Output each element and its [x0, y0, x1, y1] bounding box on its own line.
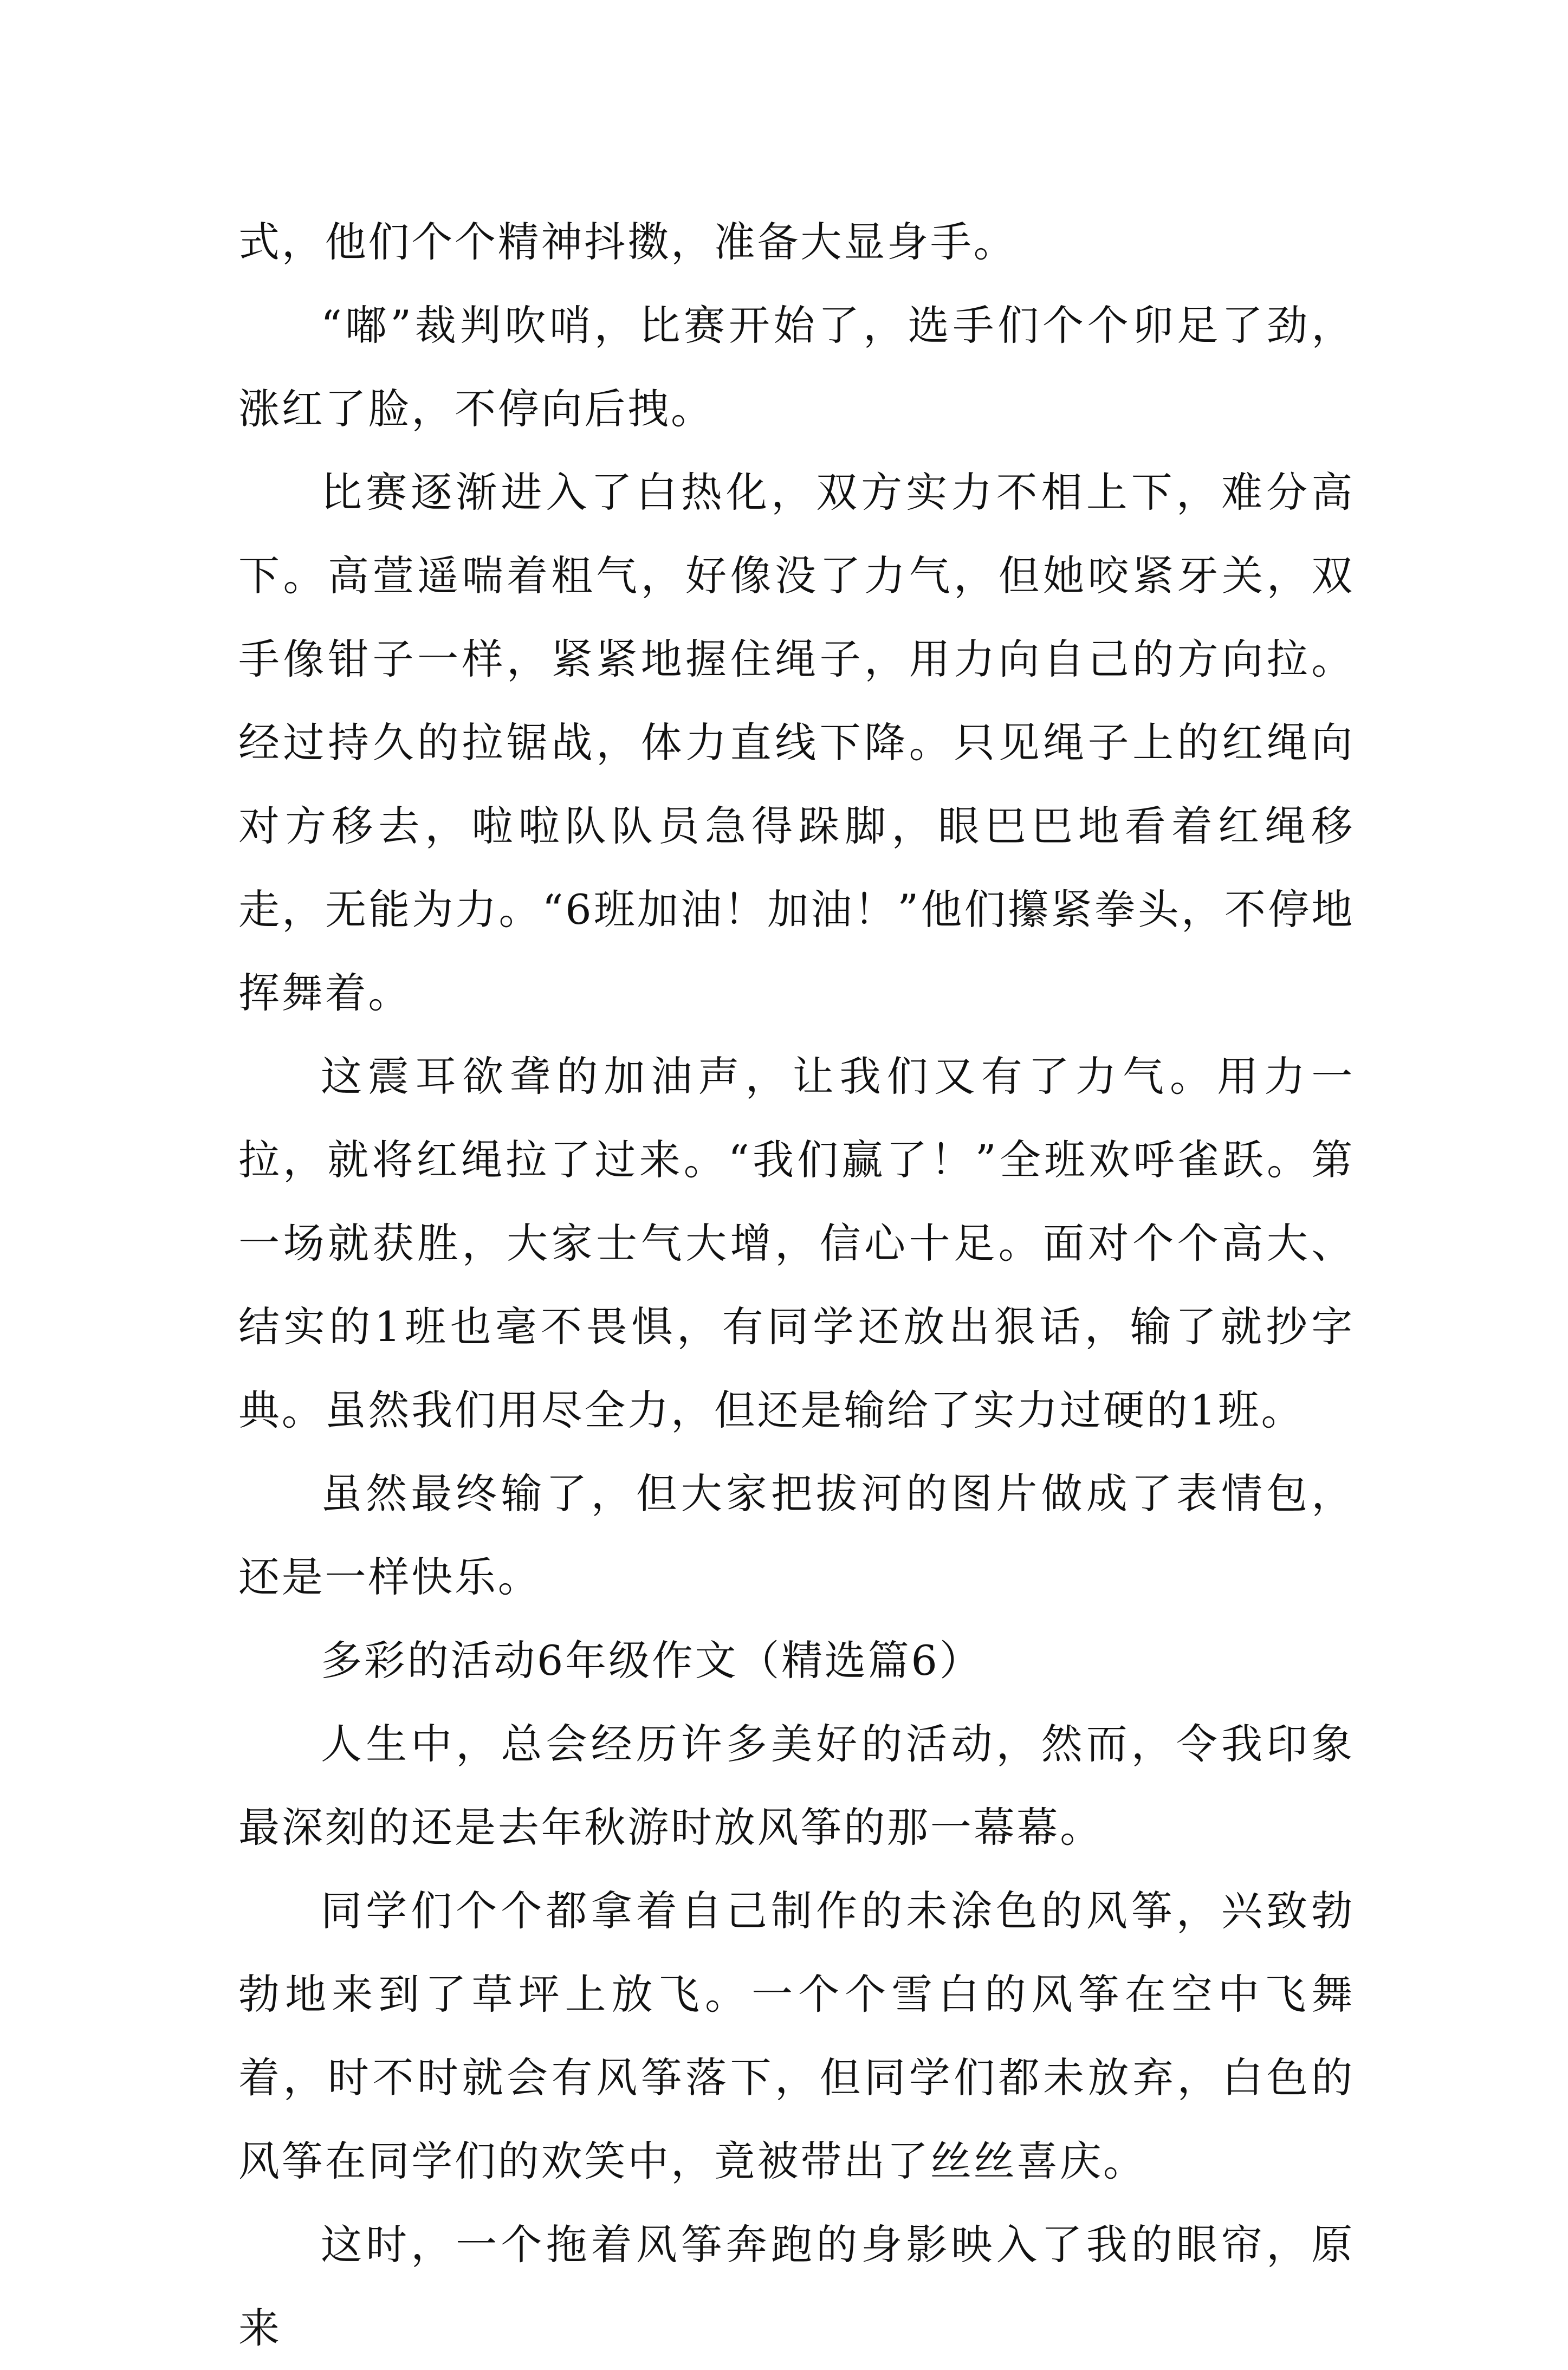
paragraph-2: “嘟”裁判吹哨，比赛开始了，选手们个个卯足了劲，涨红了脸，不停向后拽。 — [238, 301, 1355, 433]
paragraph-6: 人生中，总会经历许多美好的活动，然而，令我印象最深刻的还是去年秋游时放风筝的那一幕幕。 — [238, 1720, 1355, 1851]
paragraph-8: 这时，一个拖着风筝奔跑的身影映入了我的眼帘，原来 — [238, 2220, 1355, 2352]
paragraph-4: 这震耳欲聋的加油声，让我们又有了力气。用力一拉，就将红绳拉了过来。“我们赢了！”全班欢呼雀跃。第一场就获胜，大家士气大增，信心十足。面对个个高大、结实的1班也毫不畏惧，有同学还放出狠话，输了就抄字典。虽然我们用尽全力，但还是输给了实力过硬的1班。 — [238, 1052, 1355, 1434]
paragraph-1: 式，他们个个精神抖擞，准备大显身手。 — [238, 218, 1017, 266]
article-body — [238, 200, 1355, 2370]
paragraph-3: 比赛逐渐进入了白热化，双方实力不相上下，难分高下。高萱遥喘着粗气，好像没了力气，但她咬紧牙关，双手像钳子一样，紧紧地握住绳子，用力向自己的方向拉。经过持久的拉锯战，体力直线下降。只见绳子上的红绳向对方移去，啦啦队队员急得跺脚，眼巴巴地看着红绳移走，无能为力。“6班加油！加油！”他们攥紧拳头，不停地挥舞着。 — [238, 468, 1355, 1017]
paragraph-5: 虽然最终输了，但大家把拔河的图片做成了表情包，还是一样快乐。 — [238, 1469, 1355, 1601]
paragraph-7: 同学们个个都拿着自己制作的未涂色的风筝，兴致勃勃地来到了草坪上放飞。一个个雪白的风筝在空中飞舞着，时不时就会有风筝落下，但同学们都未放弃，白色的风筝在同学们的欢笑中，竟被带出了丝丝喜庆。 — [238, 1887, 1355, 2185]
section-heading: 多彩的活动6年级作文（精选篇6） — [321, 1636, 983, 1685]
